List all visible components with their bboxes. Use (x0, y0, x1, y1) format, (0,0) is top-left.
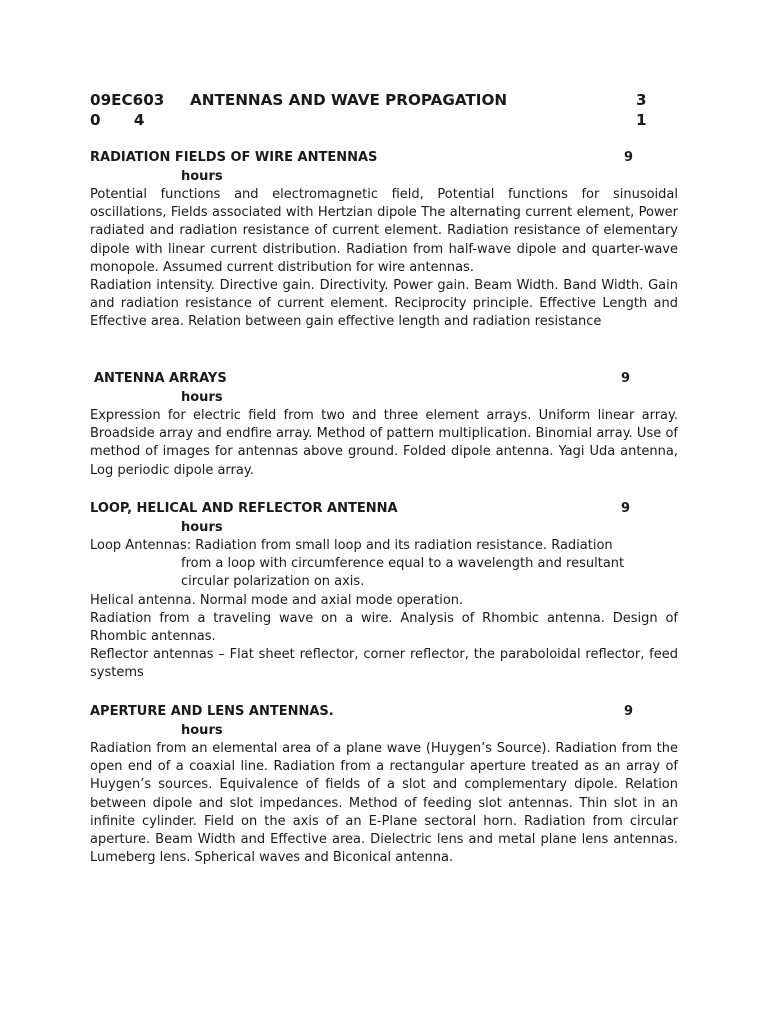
unit-paragraph: Potential functions and electromagnetic field, Potential functions for sinusoidal oscillations, Fields associated with Hertzian dipole The alternating current element, Power radiated and radiation resistance of current element. Radiation resistance of elementary dipole with linear current distribution. Radiation from half-wave dipole and quarter-wave monopole. Assumed current distribution for wire antennas. (90, 187, 678, 275)
unit-hours-number: 9 (624, 150, 634, 165)
course-name: ANTENNAS AND WAVE PROPAGATION (190, 91, 508, 109)
unit-paragraph: Reflector antennas – Flat sheet reflector, corner reflector, the paraboloidal reflector, feed systems (90, 647, 678, 681)
course-title-line (90, 90, 680, 129)
unit-hours-number: 9 (621, 371, 631, 386)
unit-paragraph: Helical antenna. Normal mode and axial mode operation. (90, 592, 464, 608)
unit-hours-label: hours (181, 723, 223, 738)
unit-hours-label: hours (181, 390, 223, 405)
unit-title: APERTURE AND LENS ANTENNAS. (90, 704, 334, 719)
unit-heading (90, 371, 678, 389)
unit-section (90, 371, 678, 480)
unit-heading (90, 150, 678, 168)
unit-title: LOOP, HELICAL AND REFLECTOR ANTENNA (90, 501, 398, 516)
unit-paragraph: Radiation from an elemental area of a plane wave (Huygen’s Source). Radiation from the open end of a coaxial line. Radiation from a rectangular aperture treated as an array of Huygen’s sources. Equivalence of fields of a slot and complementary dipole. Relation between dipole and slot impedances. Method of feeding slot antennas. Thin slot in an infinite cylinder. Field on the axis of an E-Plane sectoral horn. Radiation from circular aperture. Beam Width and Effective area. Dielectric lens and metal plane lens antennas. Lumeberg lens. Spherical waves and Biconical antenna. (90, 741, 678, 866)
unit-hours-number: 9 (624, 704, 634, 719)
unit-paragraph: Radiation from a traveling wave on a wire. Analysis of Rhombic antenna. Design of Rhombic antennas. (90, 610, 678, 645)
unit-section (90, 501, 678, 683)
unit-heading (90, 704, 678, 722)
unit-hours-number: 9 (621, 501, 631, 516)
unit-hours-label: hours (181, 520, 223, 535)
loop-paragraph-continuation: from a loop with circumference equal to a wavelength and resultant circular polarization on axis. (181, 556, 625, 590)
unit-paragraph: Expression for electric field from two and three element arrays. Uniform linear array. Broadside array and endfire array. Method of pattern multiplication. Binomial array. Use of method of images for antennas above ground. Folded dipole antenna. Yagi Uda antenna, Log periodic dipole array. (90, 408, 678, 478)
unit-title: RADIATION FIELDS OF WIRE ANTENNAS (90, 150, 378, 165)
course-credits-line1: 3 1 (636, 91, 661, 129)
unit-body (90, 186, 678, 332)
unit-heading (90, 501, 678, 519)
unit-hours-label: hours (181, 169, 223, 184)
unit-paragraph: Radiation intensity. Directive gain. Directivity. Power gain. Beam Width. Band Width. Gain and radiation resistance of current element. Reciprocity principle. Effective Length and Effective area. Relation between gain effective length and radiation resistance (90, 278, 678, 330)
unit-body (90, 537, 678, 683)
course-credits-line2: 0 4 (90, 111, 159, 129)
loop-paragraph-first-line: Loop Antennas: Radiation from small loop and its radiation resistance. Radiation (90, 538, 613, 553)
unit-section (90, 150, 678, 332)
unit-body (90, 407, 678, 480)
course-code: 09EC603 (90, 91, 165, 109)
unit-body (90, 740, 678, 867)
unit-section (90, 704, 678, 867)
unit-title: ANTENNA ARRAYS (94, 371, 227, 386)
